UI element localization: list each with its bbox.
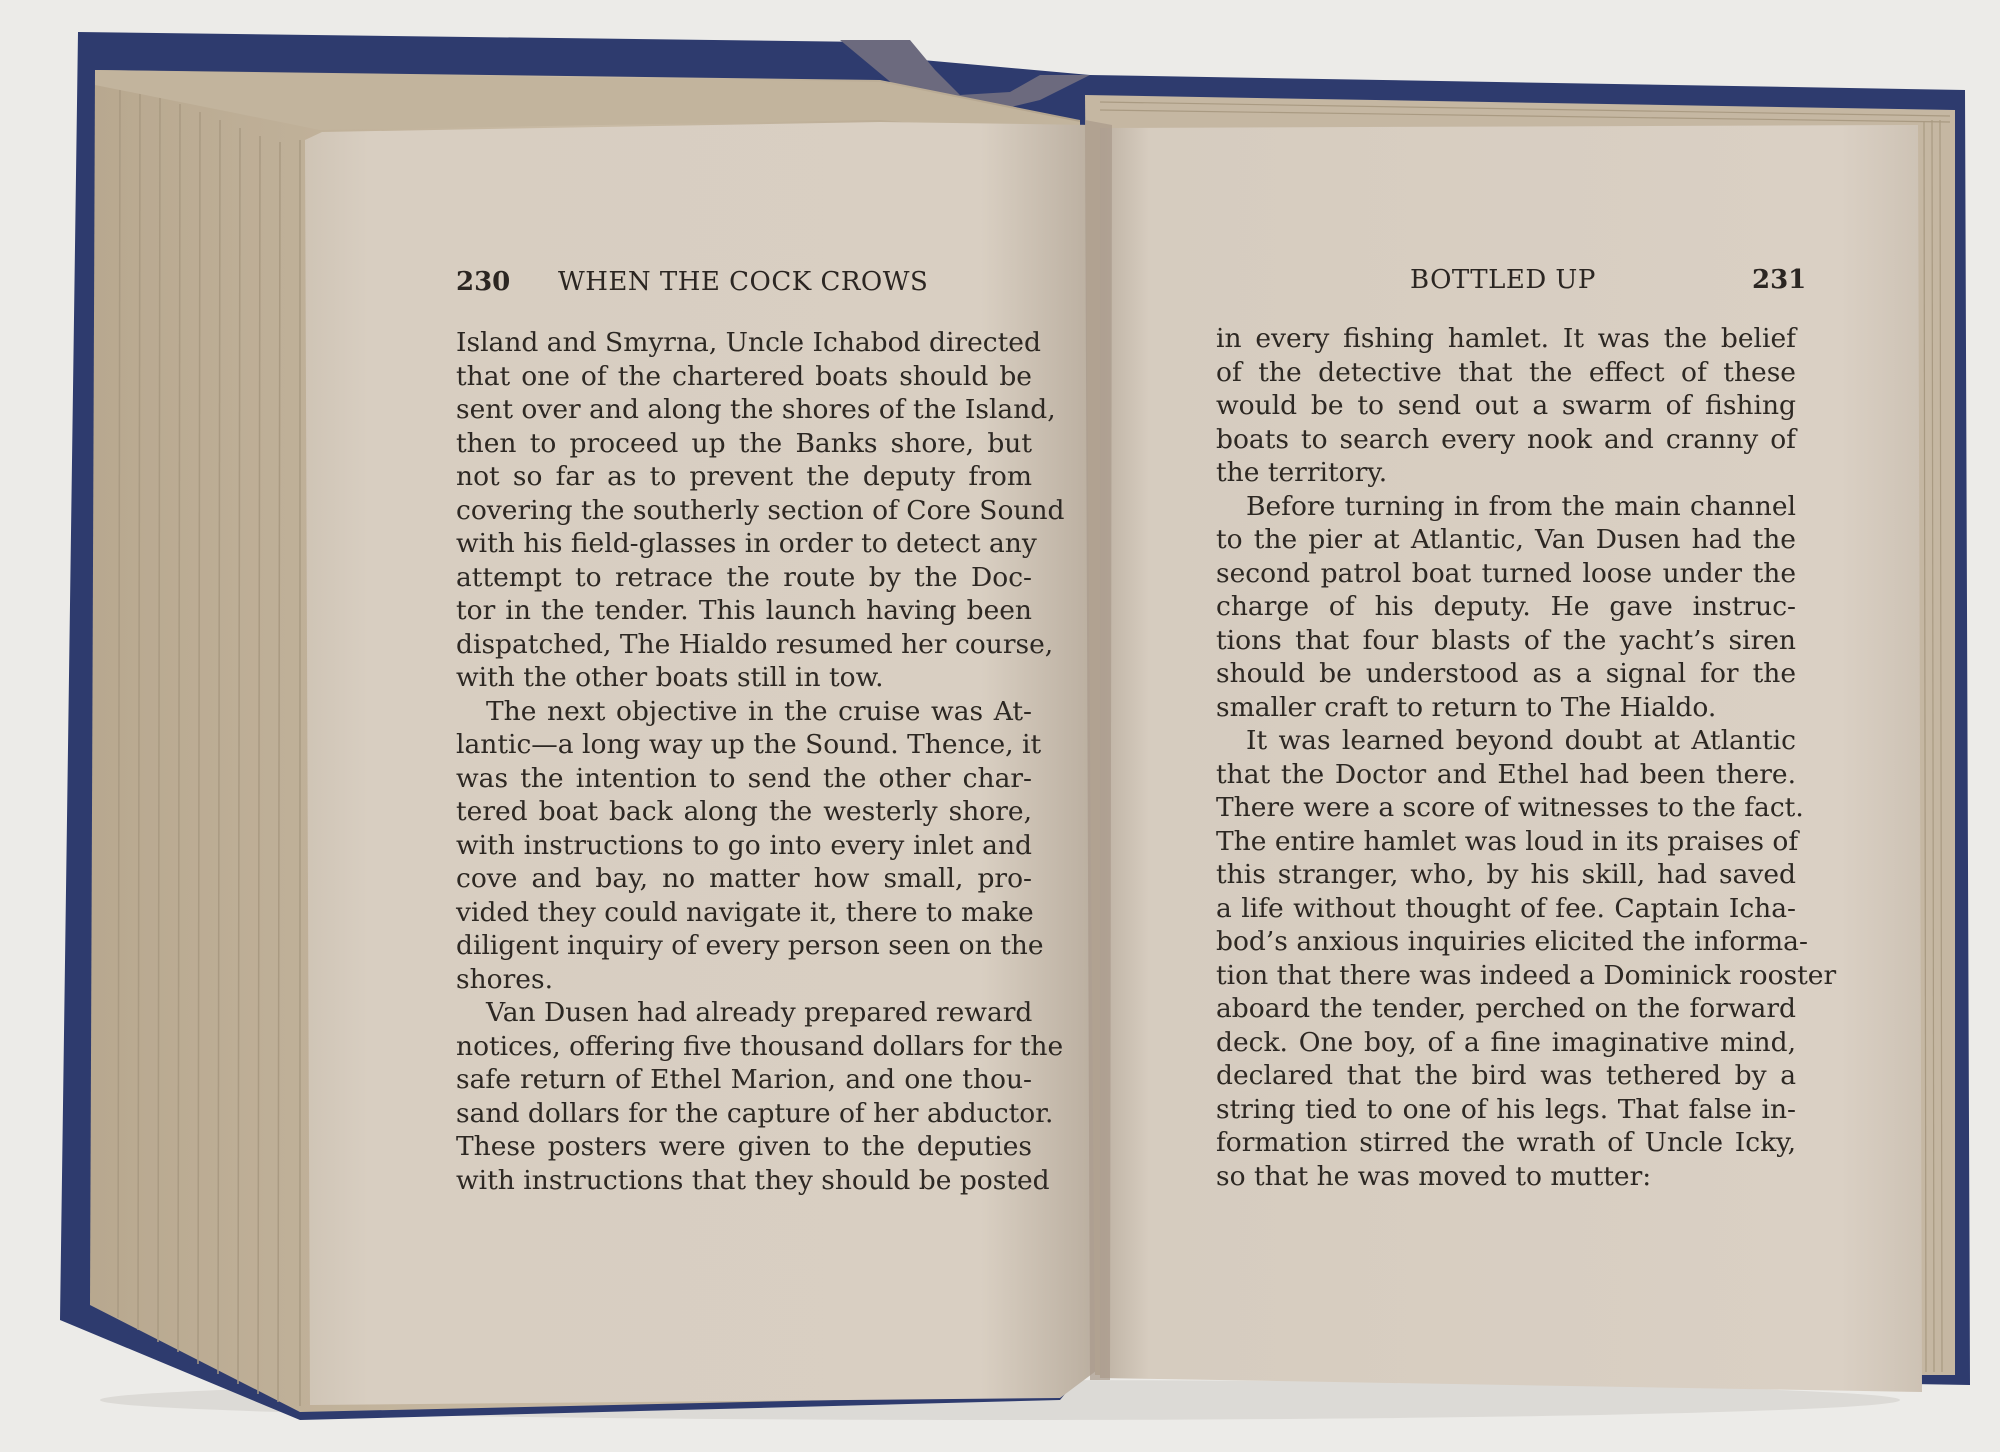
right-page-text-line: this stranger, who, by his skill, had saved <box>1216 859 1796 890</box>
left-page-text-line: with instructions to go into every inlet and <box>456 829 1032 861</box>
left-page-text-line: lantic—a long way up the Sound. Thence, it <box>456 729 1042 760</box>
right-page-body <box>1216 322 1837 1193</box>
left-page-text-line: diligent inquiry of every person seen on the <box>456 930 1044 961</box>
right-page-text-line: would be to send out a swarm of fishing <box>1216 390 1796 421</box>
left-page-text-line: vided they could navigate it, there to make <box>456 896 1034 928</box>
left-page-text-line: covering the southerly section of Core Sound <box>456 494 1065 526</box>
left-page-text-line: with the other boats still in tow. <box>456 662 884 693</box>
right-page-number: 231 <box>1752 265 1807 295</box>
right-page-text-line: in every fishing hamlet. It was the belief <box>1216 323 1796 354</box>
right-page-text-line: to the pier at Atlantic, Van Dusen had the <box>1216 524 1796 555</box>
left-page-text-line: not so far as to prevent the deputy from <box>456 461 1032 492</box>
left-page-text-line: tor in the tender. This launch having been <box>456 595 1032 626</box>
right-page-text-line: bod’s anxious inquiries elicited the informa- <box>1216 926 1808 957</box>
right-page-text-line: It was learned beyond doubt at Atlantic <box>1246 725 1796 756</box>
right-page-text-line: should be understood as a signal for the <box>1216 658 1796 689</box>
left-page-text-line: was the intention to send the other char- <box>456 762 1032 794</box>
left-running-head: WHEN THE COCK CROWS <box>558 267 929 297</box>
left-page-text-line: sent over and along the shores of the Island, <box>456 394 1056 425</box>
right-page-text-line: boats to search every nook and cranny of <box>1216 423 1796 455</box>
right-page-text-line: the territory. <box>1216 457 1388 488</box>
left-page-text-line: then to proceed up the Banks shore, but <box>456 427 1032 459</box>
right-page-text-line: aboard the tender, perched on the forward <box>1216 993 1796 1024</box>
left-page-text-line: The next objective in the cruise was At- <box>486 695 1032 727</box>
right-page-text-line: second patrol boat turned loose under the <box>1216 557 1796 589</box>
left-page-text-line: safe return of Ethel Marion, and one thou- <box>456 1064 1032 1095</box>
right-page-text-line: The entire hamlet was loud in its praises of <box>1216 825 1799 857</box>
left-page-text-line: Island and Smyrna, Uncle Ichabod directed <box>456 327 1041 358</box>
right-page-text-line: a life without thought of fee. Captain Icha- <box>1216 892 1796 924</box>
left-page-text-line: that one of the chartered boats should be <box>456 360 1032 392</box>
left-page-text-line: Van Dusen had already prepared reward <box>486 997 1033 1028</box>
left-page-text-line: sand dollars for the capture of her abductor. <box>456 1097 1054 1129</box>
right-page-text-line: declared that the bird was tethered by a <box>1216 1060 1796 1091</box>
left-page-text-line: tered boat back along the westerly shore, <box>456 796 1032 827</box>
left-page-text-line: shores. <box>456 963 553 995</box>
right-running-head: BOTTLED UP <box>1410 265 1596 295</box>
right-page-text-line: tion that there was indeed a Dominick rooster <box>1216 959 1837 991</box>
left-page-body <box>456 326 1065 1197</box>
right-page-text-line: charge of his deputy. He gave instruc- <box>1216 591 1796 622</box>
left-page-text-line: These posters were given to the deputies <box>456 1131 1032 1162</box>
right-page-text-line: There were a score of witnesses to the fact. <box>1216 792 1804 823</box>
left-page-text-line: cove and bay, no matter how small, pro- <box>456 863 1032 894</box>
right-page-text-line: tions that four blasts of the yacht’s siren <box>1216 624 1796 656</box>
left-page-text-line: dispatched, The Hialdo resumed her course, <box>456 628 1054 660</box>
right-page-text-line: formation stirred the wrath of Uncle Icky, <box>1216 1127 1796 1158</box>
left-page-text-line: with his field-glasses in order to detect any <box>456 528 1037 559</box>
left-page-number: 230 <box>456 267 511 297</box>
left-page-text-line: notices, offering five thousand dollars for the <box>456 1030 1064 1062</box>
right-page-text-line: deck. One boy, of a fine imaginative mind, <box>1216 1026 1796 1058</box>
right-page-text-line: of the detective that the effect of these <box>1216 356 1796 388</box>
right-page-text-line: that the Doctor and Ethel had been there. <box>1216 758 1796 790</box>
right-page-text-line: Before turning in from the main channel <box>1246 490 1796 522</box>
left-page-text-line: with instructions that they should be posted <box>456 1164 1050 1196</box>
right-page-text-line: string tied to one of his legs. That false in- <box>1216 1093 1796 1125</box>
right-page-text-line: smaller craft to return to The Hialdo. <box>1216 691 1717 723</box>
right-page-text-line: so that he was moved to mutter: <box>1216 1160 1652 1192</box>
left-page-text-line: attempt to retrace the route by the Doc- <box>456 561 1032 593</box>
